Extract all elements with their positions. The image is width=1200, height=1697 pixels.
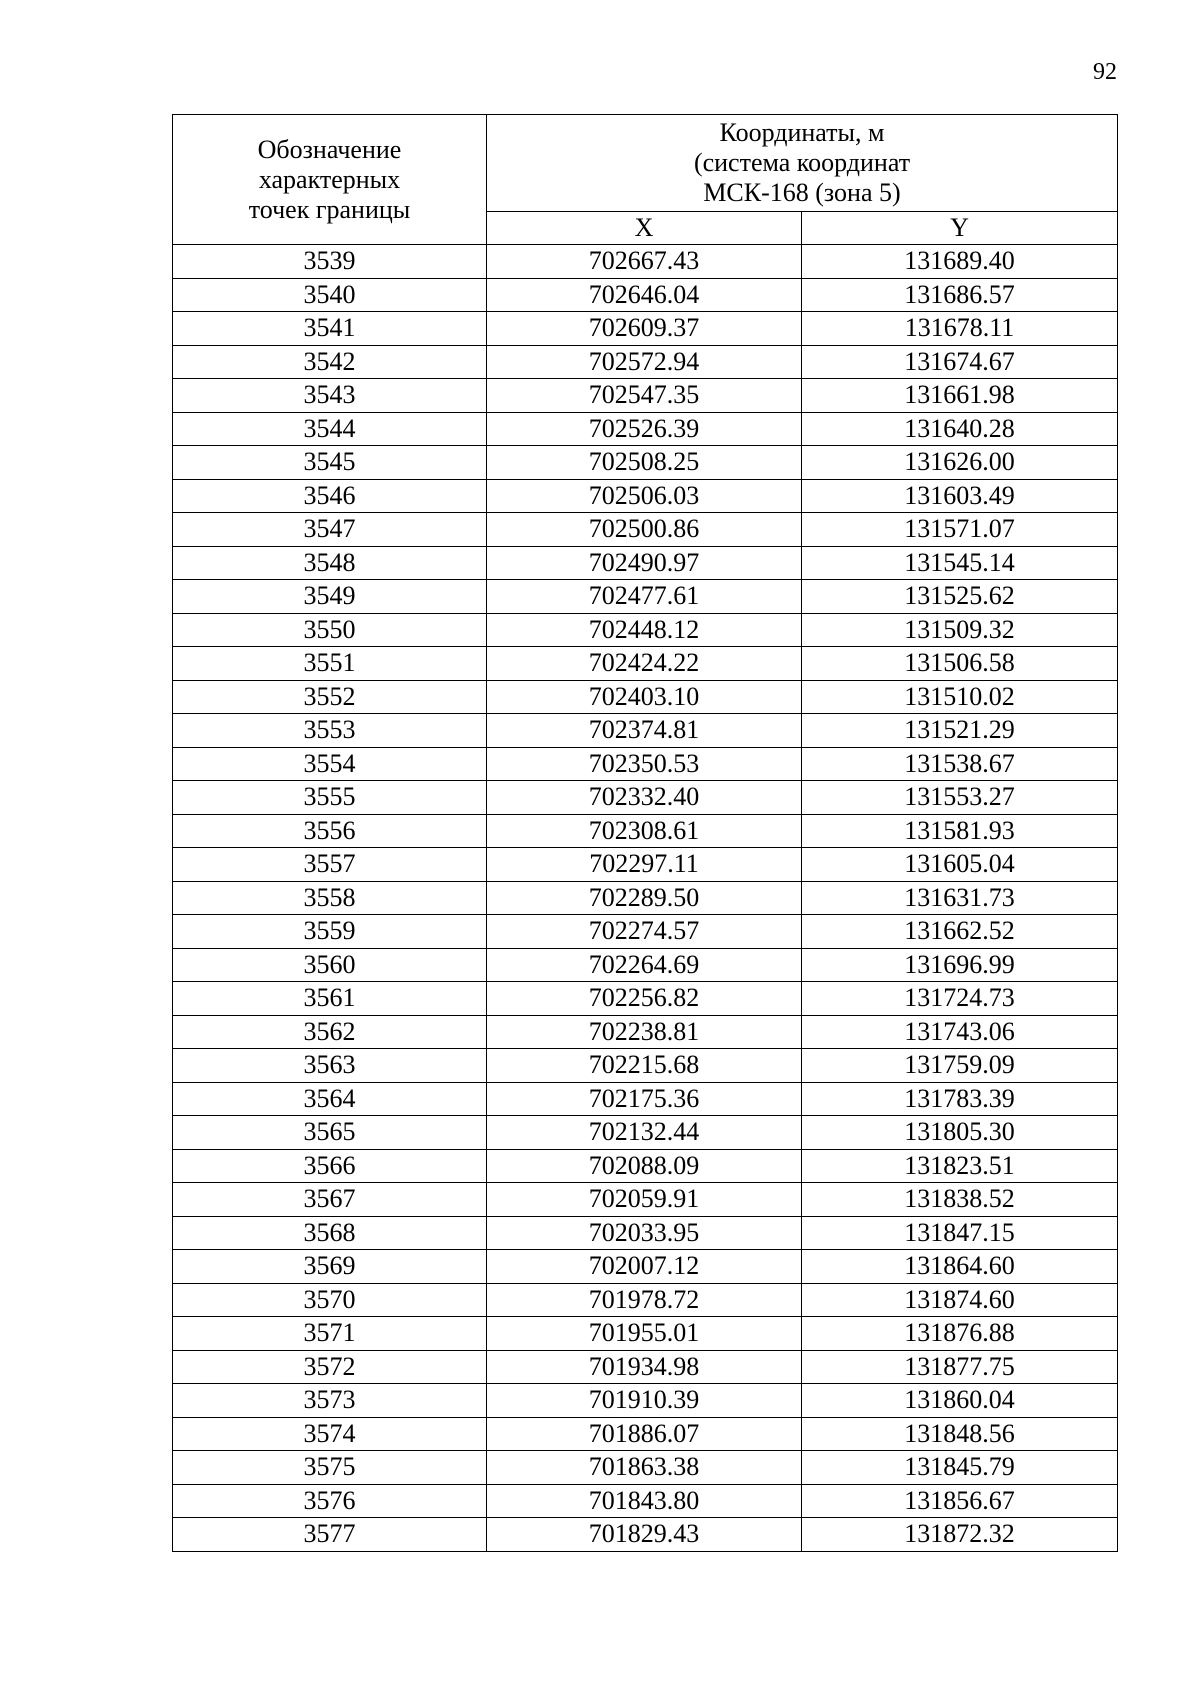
x-coordinate-cell: 702526.39 <box>487 412 802 446</box>
y-coordinate-cell: 131783.39 <box>802 1082 1118 1116</box>
point-cell: 3549 <box>173 580 487 614</box>
y-coordinate-cell: 131847.15 <box>802 1216 1118 1250</box>
table-row <box>173 1417 1118 1451</box>
table-row <box>173 1384 1118 1418</box>
point-header-line-2: характерных <box>258 164 401 194</box>
table-row <box>173 278 1118 312</box>
x-coordinate-cell: 702500.86 <box>487 513 802 547</box>
point-cell: 3556 <box>173 814 487 848</box>
y-coordinate-cell: 131848.56 <box>802 1417 1118 1451</box>
table-row <box>173 613 1118 647</box>
y-coordinate-cell: 131864.60 <box>802 1250 1118 1284</box>
x-coordinate-cell: 702175.36 <box>487 1082 802 1116</box>
table-row <box>173 312 1118 346</box>
point-cell: 3567 <box>173 1183 487 1217</box>
point-cell: 3558 <box>173 881 487 915</box>
y-coordinate-cell: 131506.58 <box>802 647 1118 681</box>
y-coordinate-cell: 131823.51 <box>802 1149 1118 1183</box>
x-coordinate-cell: 702350.53 <box>487 747 802 781</box>
x-coordinate-cell: 701910.39 <box>487 1384 802 1418</box>
table-row <box>173 412 1118 446</box>
x-coordinate-cell: 702264.69 <box>487 948 802 982</box>
point-cell: 3540 <box>173 278 487 312</box>
y-coordinate-cell: 131856.67 <box>802 1484 1118 1518</box>
table-row <box>173 1183 1118 1217</box>
x-coordinate-cell: 702646.04 <box>487 278 802 312</box>
y-coordinate-cell: 131696.99 <box>802 948 1118 982</box>
point-cell: 3562 <box>173 1015 487 1049</box>
y-coordinate-cell: 131571.07 <box>802 513 1118 547</box>
table-row <box>173 680 1118 714</box>
coords-header-line-2: (система координат <box>693 148 911 177</box>
point-cell: 3554 <box>173 747 487 781</box>
point-cell: 3541 <box>173 312 487 346</box>
point-header-line-3: точек границы <box>248 194 411 224</box>
table-row <box>173 479 1118 513</box>
table-row <box>173 781 1118 815</box>
point-cell: 3543 <box>173 379 487 413</box>
table-row <box>173 379 1118 413</box>
table-row <box>173 1451 1118 1485</box>
point-cell: 3565 <box>173 1116 487 1150</box>
table-row <box>173 848 1118 882</box>
point-cell: 3571 <box>173 1317 487 1351</box>
x-coordinate-cell: 702477.61 <box>487 580 802 614</box>
table-row <box>173 446 1118 480</box>
table-row <box>173 1317 1118 1351</box>
y-coordinate-cell: 131545.14 <box>802 546 1118 580</box>
x-coordinate-cell: 701934.98 <box>487 1350 802 1384</box>
table-body <box>173 245 1118 1552</box>
point-cell: 3551 <box>173 647 487 681</box>
point-cell: 3561 <box>173 982 487 1016</box>
point-cell: 3548 <box>173 546 487 580</box>
x-coordinate-cell: 702424.22 <box>487 647 802 681</box>
table-row <box>173 245 1118 279</box>
point-cell: 3573 <box>173 1384 487 1418</box>
x-column-header: X <box>487 212 802 245</box>
point-cell: 3559 <box>173 915 487 949</box>
coords-header-line-1: Координаты, м <box>719 118 885 147</box>
x-coordinate-cell: 702332.40 <box>487 781 802 815</box>
table-row <box>173 1116 1118 1150</box>
y-coordinate-cell: 131686.57 <box>802 278 1118 312</box>
y-coordinate-cell: 131743.06 <box>802 1015 1118 1049</box>
table-row <box>173 647 1118 681</box>
table-row <box>173 345 1118 379</box>
point-cell: 3569 <box>173 1250 487 1284</box>
point-designation-header <box>173 115 487 245</box>
y-coordinate-cell: 131581.93 <box>802 814 1118 848</box>
y-coordinate-cell: 131521.29 <box>802 714 1118 748</box>
y-coordinate-cell: 131805.30 <box>802 1116 1118 1150</box>
point-cell: 3555 <box>173 781 487 815</box>
point-cell: 3570 <box>173 1283 487 1317</box>
y-coordinate-cell: 131510.02 <box>802 680 1118 714</box>
point-cell: 3553 <box>173 714 487 748</box>
x-coordinate-cell: 702274.57 <box>487 915 802 949</box>
coordinates-table <box>172 114 1118 1552</box>
y-coordinate-cell: 131640.28 <box>802 412 1118 446</box>
y-coordinate-cell: 131553.27 <box>802 781 1118 815</box>
table-row <box>173 714 1118 748</box>
y-coordinate-cell: 131838.52 <box>802 1183 1118 1217</box>
table-row <box>173 580 1118 614</box>
point-cell: 3568 <box>173 1216 487 1250</box>
table-row <box>173 513 1118 547</box>
table-row <box>173 982 1118 1016</box>
table-row <box>173 747 1118 781</box>
y-coordinate-cell: 131876.88 <box>802 1317 1118 1351</box>
table-row <box>173 1082 1118 1116</box>
y-coordinate-cell: 131689.40 <box>802 245 1118 279</box>
y-coordinate-cell: 131603.49 <box>802 479 1118 513</box>
table-row <box>173 814 1118 848</box>
x-coordinate-cell: 701829.43 <box>487 1518 802 1552</box>
x-coordinate-cell: 702547.35 <box>487 379 802 413</box>
table-row <box>173 1250 1118 1284</box>
page-number: 92 <box>1093 59 1117 85</box>
point-cell: 3564 <box>173 1082 487 1116</box>
x-coordinate-cell: 702033.95 <box>487 1216 802 1250</box>
point-cell: 3563 <box>173 1049 487 1083</box>
y-coordinate-cell: 131631.73 <box>802 881 1118 915</box>
point-cell: 3576 <box>173 1484 487 1518</box>
point-cell: 3547 <box>173 513 487 547</box>
point-cell: 3545 <box>173 446 487 480</box>
point-cell: 3566 <box>173 1149 487 1183</box>
point-cell: 3544 <box>173 412 487 446</box>
point-cell: 3577 <box>173 1518 487 1552</box>
x-coordinate-cell: 702308.61 <box>487 814 802 848</box>
x-coordinate-cell: 701863.38 <box>487 1451 802 1485</box>
x-coordinate-cell: 702297.11 <box>487 848 802 882</box>
y-coordinate-cell: 131662.52 <box>802 915 1118 949</box>
coords-header-line-3: МСК-168 (зона 5) <box>703 178 901 207</box>
coordinates-group-header <box>487 115 1118 212</box>
y-coordinate-cell: 131872.32 <box>802 1518 1118 1552</box>
y-coordinate-cell: 131874.60 <box>802 1283 1118 1317</box>
x-coordinate-cell: 702132.44 <box>487 1116 802 1150</box>
x-coordinate-cell: 702448.12 <box>487 613 802 647</box>
y-coordinate-cell: 131724.73 <box>802 982 1118 1016</box>
y-coordinate-cell: 131605.04 <box>802 848 1118 882</box>
x-coordinate-cell: 702215.68 <box>487 1049 802 1083</box>
point-header-line-1: Обозначение <box>257 134 402 164</box>
x-coordinate-cell: 702508.25 <box>487 446 802 480</box>
y-coordinate-cell: 131661.98 <box>802 379 1118 413</box>
point-cell: 3550 <box>173 613 487 647</box>
y-coordinate-cell: 131525.62 <box>802 580 1118 614</box>
table-row <box>173 915 1118 949</box>
y-coordinate-cell: 131538.67 <box>802 747 1118 781</box>
point-cell: 3557 <box>173 848 487 882</box>
table-header <box>173 115 1118 245</box>
table-row <box>173 1283 1118 1317</box>
x-coordinate-cell: 702007.12 <box>487 1250 802 1284</box>
point-cell: 3539 <box>173 245 487 279</box>
point-cell: 3574 <box>173 1417 487 1451</box>
x-coordinate-cell: 702374.81 <box>487 714 802 748</box>
x-coordinate-cell: 702059.91 <box>487 1183 802 1217</box>
point-cell: 3546 <box>173 479 487 513</box>
table-row <box>173 1049 1118 1083</box>
x-coordinate-cell: 702289.50 <box>487 881 802 915</box>
table-row <box>173 1149 1118 1183</box>
x-coordinate-cell: 702609.37 <box>487 312 802 346</box>
point-cell: 3575 <box>173 1451 487 1485</box>
table-row <box>173 948 1118 982</box>
point-cell: 3572 <box>173 1350 487 1384</box>
y-column-header: Y <box>802 212 1118 245</box>
table-row <box>173 1015 1118 1049</box>
y-coordinate-cell: 131860.04 <box>802 1384 1118 1418</box>
x-coordinate-cell: 702506.03 <box>487 479 802 513</box>
table-row <box>173 1350 1118 1384</box>
point-cell: 3542 <box>173 345 487 379</box>
x-coordinate-cell: 701955.01 <box>487 1317 802 1351</box>
table-row <box>173 1484 1118 1518</box>
point-cell: 3552 <box>173 680 487 714</box>
x-coordinate-cell: 702088.09 <box>487 1149 802 1183</box>
table-row <box>173 546 1118 580</box>
x-coordinate-cell: 702403.10 <box>487 680 802 714</box>
point-cell: 3560 <box>173 948 487 982</box>
y-coordinate-cell: 131674.67 <box>802 345 1118 379</box>
x-coordinate-cell: 702490.97 <box>487 546 802 580</box>
y-coordinate-cell: 131759.09 <box>802 1049 1118 1083</box>
y-coordinate-cell: 131877.75 <box>802 1350 1118 1384</box>
y-coordinate-cell: 131845.79 <box>802 1451 1118 1485</box>
x-coordinate-cell: 701978.72 <box>487 1283 802 1317</box>
table-row <box>173 1518 1118 1552</box>
y-coordinate-cell: 131678.11 <box>802 312 1118 346</box>
x-coordinate-cell: 702238.81 <box>487 1015 802 1049</box>
x-coordinate-cell: 701886.07 <box>487 1417 802 1451</box>
y-coordinate-cell: 131509.32 <box>802 613 1118 647</box>
x-coordinate-cell: 701843.80 <box>487 1484 802 1518</box>
x-coordinate-cell: 702256.82 <box>487 982 802 1016</box>
x-coordinate-cell: 702572.94 <box>487 345 802 379</box>
x-coordinate-cell: 702667.43 <box>487 245 802 279</box>
table-row <box>173 1216 1118 1250</box>
table-row <box>173 881 1118 915</box>
y-coordinate-cell: 131626.00 <box>802 446 1118 480</box>
